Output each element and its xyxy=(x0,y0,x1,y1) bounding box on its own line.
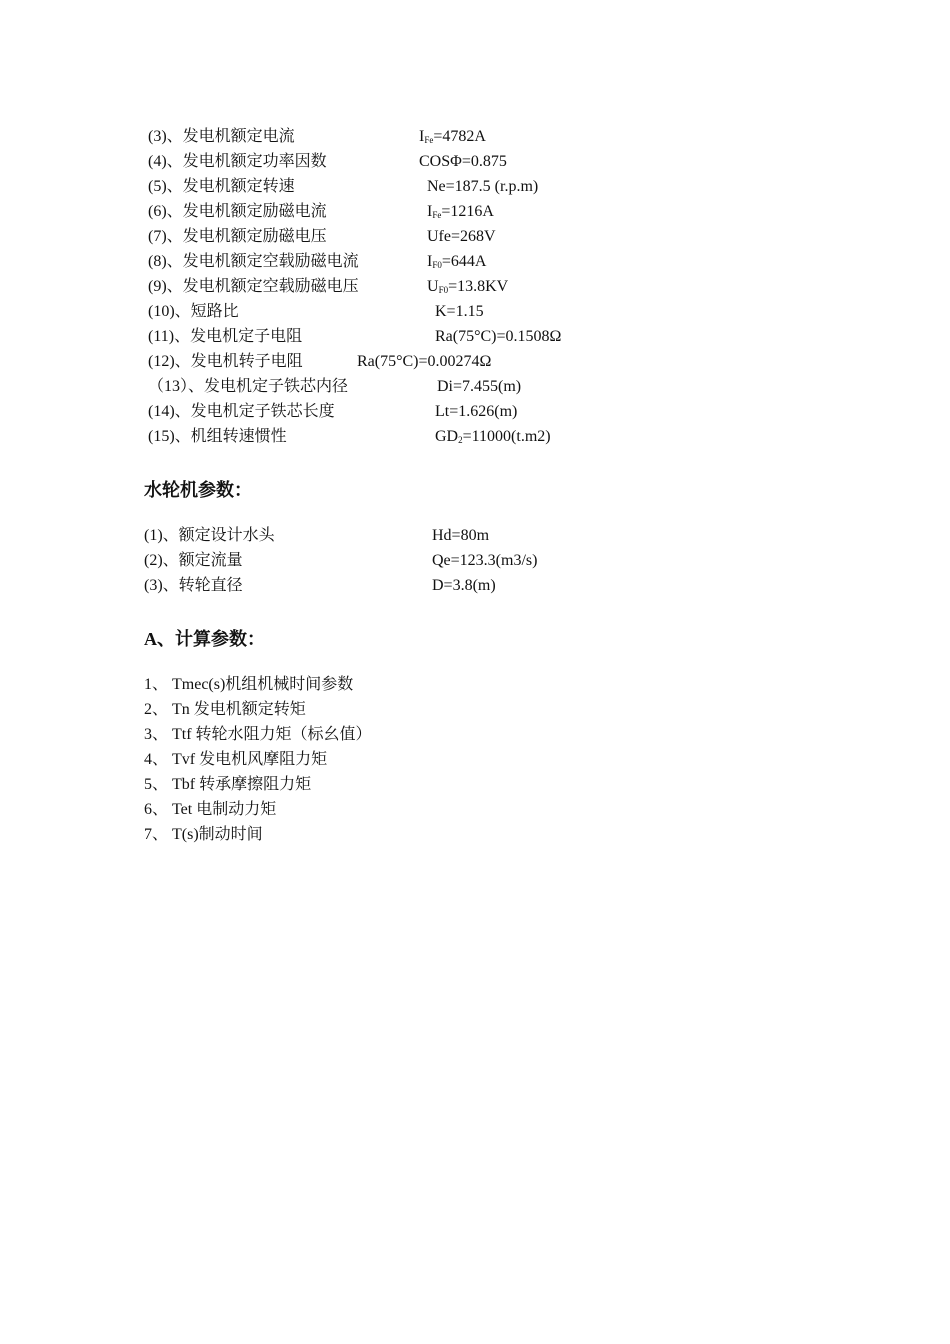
param-label: (15)、机组转速惯性 xyxy=(148,428,287,445)
param-value: COSΦ=0.875 xyxy=(419,153,507,170)
section-heading-calc: A、计算参数： xyxy=(144,629,265,649)
calc-item: 1、 Tmec(s)机组机械时间参数 xyxy=(144,676,354,693)
param-value: $U_{F0}=13.8KV$ xyxy=(427,278,509,295)
param-value: K=1.15 xyxy=(435,303,484,320)
param-value: $I_{Fe}=4782A$ xyxy=(419,128,486,145)
param-label: (3)、发电机额定电流 xyxy=(148,128,295,145)
turbine-value: Hd=80m xyxy=(432,527,490,544)
turbine-label: (2)、额定流量 xyxy=(144,552,243,569)
param-label: (10)、短路比 xyxy=(148,303,239,320)
param-value: $I_{F0}=644A$ xyxy=(427,253,487,270)
param-label: (5)、发电机额定转速 xyxy=(148,178,295,195)
turbine-label: (1)、额定设计水头 xyxy=(144,527,275,544)
turbine-label: (3)、转轮直径 xyxy=(144,577,243,594)
calc-item: 7、 T(s)制动时间 xyxy=(144,826,263,843)
param-label: (6)、发电机额定励磁电流 xyxy=(148,203,327,220)
param-label: (12)、发电机转子电阻 xyxy=(148,353,303,370)
turbine-value: D=3.8(m) xyxy=(432,577,496,594)
calc-item: 3、 Ttf 转轮水阻力矩（标幺值） xyxy=(144,726,372,743)
calc-item: 5、 Tbf 转承摩擦阻力矩 xyxy=(144,776,312,793)
param-label: (9)、发电机额定空载励磁电压 xyxy=(148,278,359,295)
param-label: (11)、发电机定子电阻 xyxy=(148,328,303,345)
param-label: (8)、发电机额定空载励磁电流 xyxy=(148,253,359,270)
param-value: Ufe=268V xyxy=(427,228,496,245)
param-label: (7)、发电机额定励磁电压 xyxy=(148,228,327,245)
param-value: Ne=187.5 (r.p.m) xyxy=(427,178,539,195)
param-value: Ra(75°C)=0.1508Ω xyxy=(435,328,562,345)
turbine-value: Qe=123.3(m3/s) xyxy=(432,552,538,569)
param-value: $GD_2=11000(t.m2)$ xyxy=(435,428,551,445)
param-value: Ra(75°C)=0.00274Ω xyxy=(357,353,492,370)
section-heading-turbine: 水轮机参数： xyxy=(144,480,252,500)
param-value: $I_{Fe}=1216A$ xyxy=(427,203,494,220)
param-value: Lt=1.626(m) xyxy=(435,403,518,420)
param-label: (4)、发电机额定功率因数 xyxy=(148,153,327,170)
param-value: Di=7.455(m) xyxy=(437,378,522,395)
calc-item: 2、 Tn 发电机额定转矩 xyxy=(144,701,306,718)
param-label: （13）、发电机定子铁芯内径 xyxy=(148,378,349,395)
calc-item: 4、 Tvf 发电机风摩阻力矩 xyxy=(144,751,328,768)
param-label: (14)、发电机定子铁芯长度 xyxy=(148,403,335,420)
calc-item: 6、 Tet 电制动力矩 xyxy=(144,801,277,818)
